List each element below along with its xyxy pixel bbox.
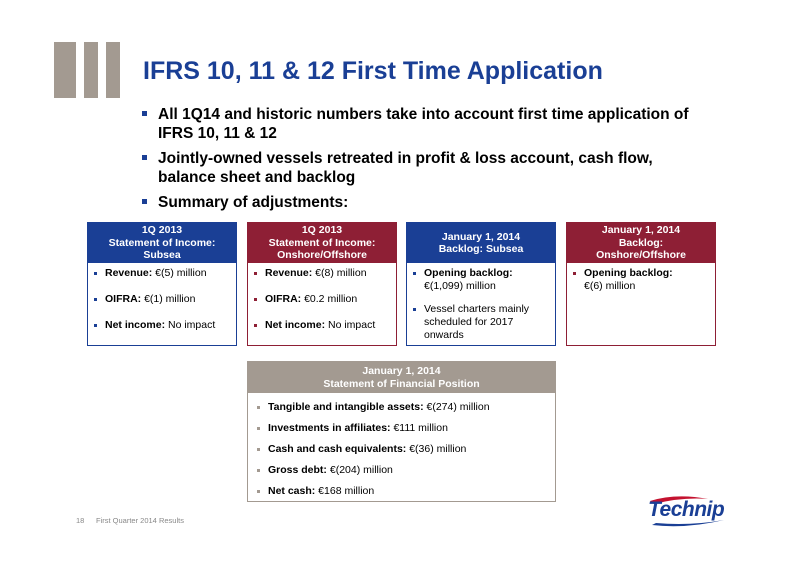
bullet-square-icon xyxy=(254,324,257,327)
decoration-bar xyxy=(54,42,76,98)
box-header: 1Q 2013 Statement of Income: Onshore/Offshore xyxy=(248,223,396,263)
box-header: 1Q 2013 Statement of Income: Subsea xyxy=(88,223,236,263)
list-item: Cash and cash equivalents: €(36) million xyxy=(251,443,555,456)
bullet-square-icon xyxy=(257,406,260,409)
bullet-square-icon xyxy=(142,155,147,160)
list-item: Net income: No impact xyxy=(88,319,236,332)
bullet-square-icon xyxy=(94,272,97,275)
onshore-income-box xyxy=(247,222,397,346)
list-item: Vessel charters mainly scheduled for 2017 onwards xyxy=(407,303,555,342)
bullet-item: Jointly-owned vessels retreated in profit & loss account, cash flow, balance sheet and backlog xyxy=(141,149,701,187)
subsea-income-box xyxy=(87,222,237,346)
bullet-square-icon xyxy=(573,272,576,275)
list-item: Gross debt: €(204) million xyxy=(251,464,555,477)
list-item: Revenue: €(5) million xyxy=(88,267,236,280)
list-item: Revenue: €(8) million xyxy=(248,267,396,280)
list-item: OIFRA: €0.2 million xyxy=(248,293,396,306)
page-number: 18 xyxy=(76,516,85,525)
bullet-square-icon xyxy=(413,308,416,311)
bullet-square-icon xyxy=(257,490,260,493)
decoration-bar xyxy=(106,42,120,98)
bullet-square-icon xyxy=(257,427,260,430)
list-item: Investments in affiliates: €111 million xyxy=(251,422,555,435)
list-item: Net cash: €168 million xyxy=(251,485,555,498)
financial-position-box xyxy=(247,361,556,502)
backlog-subsea-box xyxy=(406,222,556,346)
bullet-square-icon xyxy=(94,324,97,327)
decoration-bar xyxy=(84,42,98,98)
technip-logo xyxy=(646,496,726,528)
bullet-square-icon xyxy=(142,111,147,116)
box-header: January 1, 2014 Backlog: Onshore/Offshore xyxy=(567,223,715,263)
list-item: OIFRA: €(1) million xyxy=(88,293,236,306)
bullet-item: Summary of adjustments: xyxy=(141,193,701,212)
bullet-square-icon xyxy=(254,298,257,301)
bullet-square-icon xyxy=(257,469,260,472)
intro-bullets xyxy=(141,105,701,218)
footer-text: First Quarter 2014 Results xyxy=(96,516,184,525)
bullet-square-icon xyxy=(94,298,97,301)
title-decoration-bars xyxy=(54,42,120,98)
logo-wordmark: Technip xyxy=(648,498,725,521)
box-header: January 1, 2014 Backlog: Subsea xyxy=(407,223,555,263)
box-header: January 1, 2014 Statement of Financial Position xyxy=(248,362,555,393)
backlog-onshore-box xyxy=(566,222,716,346)
list-item: Opening backlog: €(1,099) million xyxy=(407,267,555,293)
list-item: Opening backlog: €(6) million xyxy=(567,267,715,293)
bullet-square-icon xyxy=(142,199,147,204)
page-title: IFRS 10, 11 & 12 First Time Application xyxy=(143,57,603,85)
bullet-item: All 1Q14 and historic numbers take into account first time application of IFRS 10, 11 & 12 xyxy=(141,105,701,143)
list-item: Tangible and intangible assets: €(274) million xyxy=(251,401,555,414)
list-item: Net income: No impact xyxy=(248,319,396,332)
bullet-square-icon xyxy=(254,272,257,275)
bullet-square-icon xyxy=(413,272,416,275)
bullet-square-icon xyxy=(257,448,260,451)
